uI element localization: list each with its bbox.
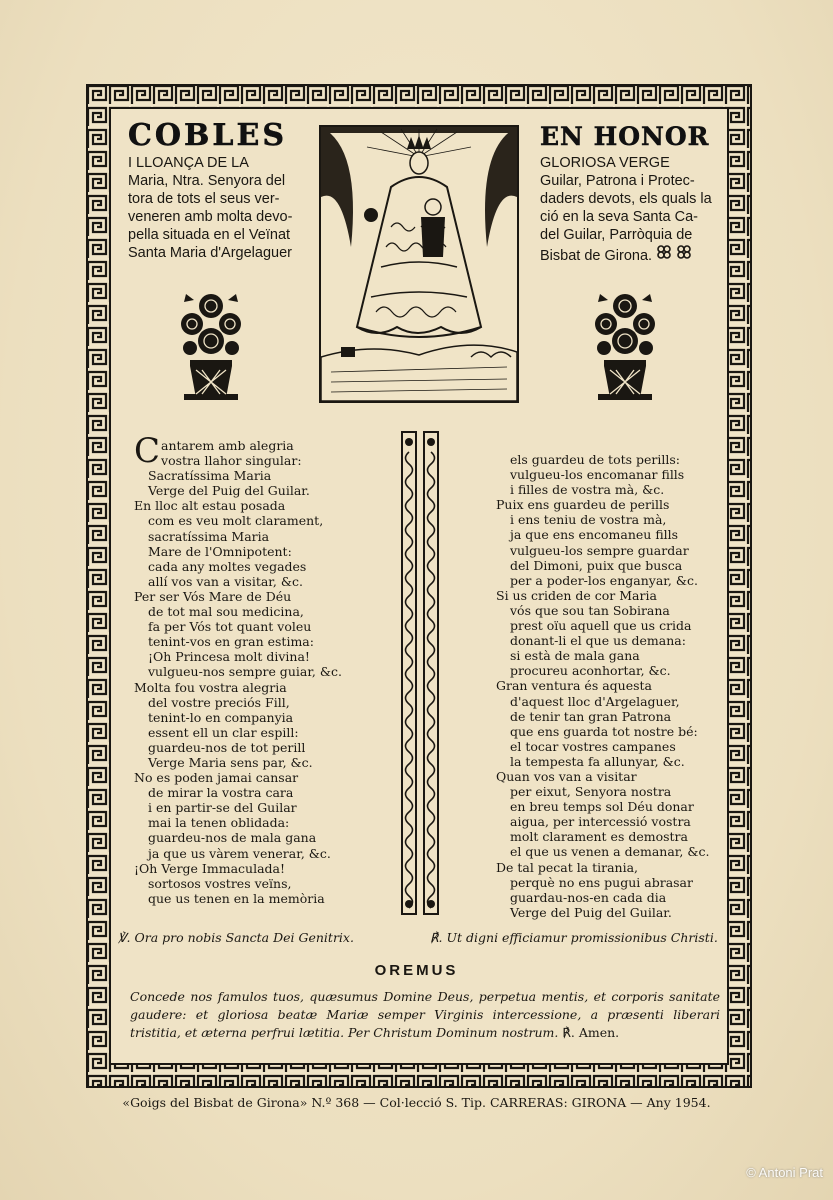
versicle: ℣. Ora pro nobis Sancta Dei Genitrix. (118, 930, 354, 945)
verse-line: cada any moltes vegades (148, 558, 307, 574)
verse-line: prest oïu aquell que us crida (510, 618, 692, 634)
verse-line: fa per Vós tot quant voleu (148, 619, 312, 635)
verse-line: allí vos van a visitar, &c. (148, 573, 303, 589)
verse-line: sacratíssima Maria (148, 528, 270, 544)
verse-line: i ens teniu de vostra mà, (510, 512, 667, 528)
verse-line: del vostre preciós Fill, (148, 694, 290, 710)
ornamental-column-divider (396, 428, 444, 918)
verse-line: la tempesta fa allunyar, &c. (510, 753, 685, 769)
prayer-text: Concede nos famulos tuos, quæsumus Domine Deus, perpetua mentis, et corporis sanitate gaudere: et gloriosa beatæ Mariæ semper Virginis intercessione, a præsenti liberari tristitia, et æterna perfrui lætitia. Per Christum Dominum nostrum. ℟. Amen. (130, 989, 720, 1040)
verse-line: molt clarament es demostra (510, 829, 688, 845)
verse-line: en breu temps sol Déu donar (510, 799, 694, 815)
verse-line: Sacratíssima Maria (148, 468, 272, 484)
verse-line: Cantarem amb alegria (134, 431, 294, 471)
verse-line: En lloc alt estau posada (134, 498, 286, 514)
verse-line: d'aquest lloc d'Argelaguer, (510, 693, 680, 709)
floret-ornament-icon (656, 244, 696, 265)
photo-credit: © Antoni Prat (746, 1165, 823, 1180)
verse-line: per eixut, Senyora nostra (510, 784, 672, 800)
verse-line: Gran ventura és aquesta (496, 678, 652, 694)
verse-line: ja que ens encomaneu fills (510, 527, 679, 543)
verse-line: Quan vos van a visitar (496, 768, 637, 784)
oremus-heading: OREMUS (374, 962, 459, 979)
verse-line: guardeu-nos de tot perill (148, 739, 306, 755)
response: ℟. Ut digni efficiamur promissionibus Christi. (430, 930, 718, 945)
verses-left-column (134, 431, 342, 906)
verse-line: tenint-vos en gran estima: (148, 634, 314, 650)
verse-line: aigua, per intercessió vostra (510, 814, 691, 830)
verse-line: ¡Oh Princesa molt divina! (148, 649, 310, 665)
verse-line: el que us venen a demanar, &c. (510, 844, 710, 860)
verse-line: vostra llahor singular: (161, 453, 302, 469)
verse-line: de tenir tan gran Patrona (510, 708, 672, 724)
intro-left: I LLOANÇA DE LA Maria, Ntra. Senyora del tora de tots el seus ver- veneren amb molta devo- pella situada en el Veïnat Santa Maria d'Argelaguer (128, 155, 293, 261)
verse-line: ¡Oh Verge Immaculada! (134, 860, 285, 876)
verse-line: per a poder-los enganyar, &c. (510, 572, 698, 588)
verse-line: del Dimoni, puix que busca (510, 557, 683, 573)
verse-line: Verge del Puig del Guilar. (510, 904, 672, 920)
verse-line: Per ser Vós Mare de Déu (134, 588, 292, 604)
verse-line: Verge del Puig del Guilar. (148, 483, 310, 499)
verse-line: guardeu-nos de mala gana (148, 830, 317, 846)
verse-line: Mare de l'Omnipotent: (148, 543, 292, 559)
verse-line: procureu aconhortar, &c. (510, 663, 671, 679)
flower-vase-right-icon (590, 286, 660, 404)
verse-line: perquè no ens pugui abrasar (510, 874, 693, 890)
verse-line: vós que sou tan Sobirana (510, 602, 670, 618)
verse-line: Verge Maria sens par, &c. (148, 754, 313, 770)
verse-line: de tot mal sou medicina, (148, 604, 304, 620)
verse-line: com es veu molt clarament, (148, 513, 324, 529)
title-left: COBLES (128, 118, 287, 153)
verse-line: vulgueu-nos sempre guiar, &c. (148, 664, 342, 680)
verse-line: i filles de vostra mà, &c. (510, 482, 665, 498)
verse-line: Molta fou vostra alegria (134, 679, 287, 695)
footer-imprint: «Goigs del Bisbat de Girona» N.º 368 — Col·lecció S. Tip. CARRERAS: GIRONA — Any 1954. (122, 1095, 711, 1110)
verse-line: el tocar vostres campanes (510, 738, 676, 754)
virgin-woodcut-image (319, 125, 519, 403)
verse-line: tenint-lo en companyia (148, 709, 294, 725)
verse-line: sortosos vostres veïns, (148, 875, 292, 891)
verse-line: si està de mala gana (510, 648, 640, 664)
verse-line: Si us criden de cor Maria (496, 587, 657, 603)
verse-line: i en partir-se del Guilar (148, 800, 297, 816)
verse-line: que us tenen en la memòria (148, 890, 325, 906)
verse-line: De tal pecat la tirania, (496, 859, 639, 875)
verse-line: guardau-nos-en cada dia (510, 889, 667, 905)
verse-line: els guardeu de tots perills: (510, 452, 681, 467)
verse-line: ja que us vàrem venerar, &c. (148, 845, 331, 861)
verse-line: Puix ens guardeu de perills (496, 497, 670, 513)
verse-line: donant-li el que us demana: (510, 633, 686, 649)
drop-capital: C (134, 431, 161, 471)
verse-line: No es poden jamai cansar (134, 770, 299, 786)
verse-line: vulgueu-los sempre guardar (510, 542, 689, 558)
verses-right-column (496, 452, 709, 920)
verse-line: que ens guarda tot nostre bé: (510, 723, 698, 739)
verse-line: essent ell un clar espill: (148, 724, 299, 740)
title-right: EN HONOR (540, 122, 710, 151)
verse-line: mai la tenen oblidada: (148, 815, 290, 831)
verse-line: de mirar la vostra cara (148, 785, 294, 801)
intro-right: GLORIOSA VERGE Guilar, Patrona i Protec- daders devots, els quals la ció en la seva Santa Ca- del Guilar, Parròquia de Bisbat de Girona. (540, 155, 712, 264)
verse-line: vulgueu-los encomanar fills (510, 467, 685, 483)
flower-vase-left-icon (176, 286, 246, 404)
